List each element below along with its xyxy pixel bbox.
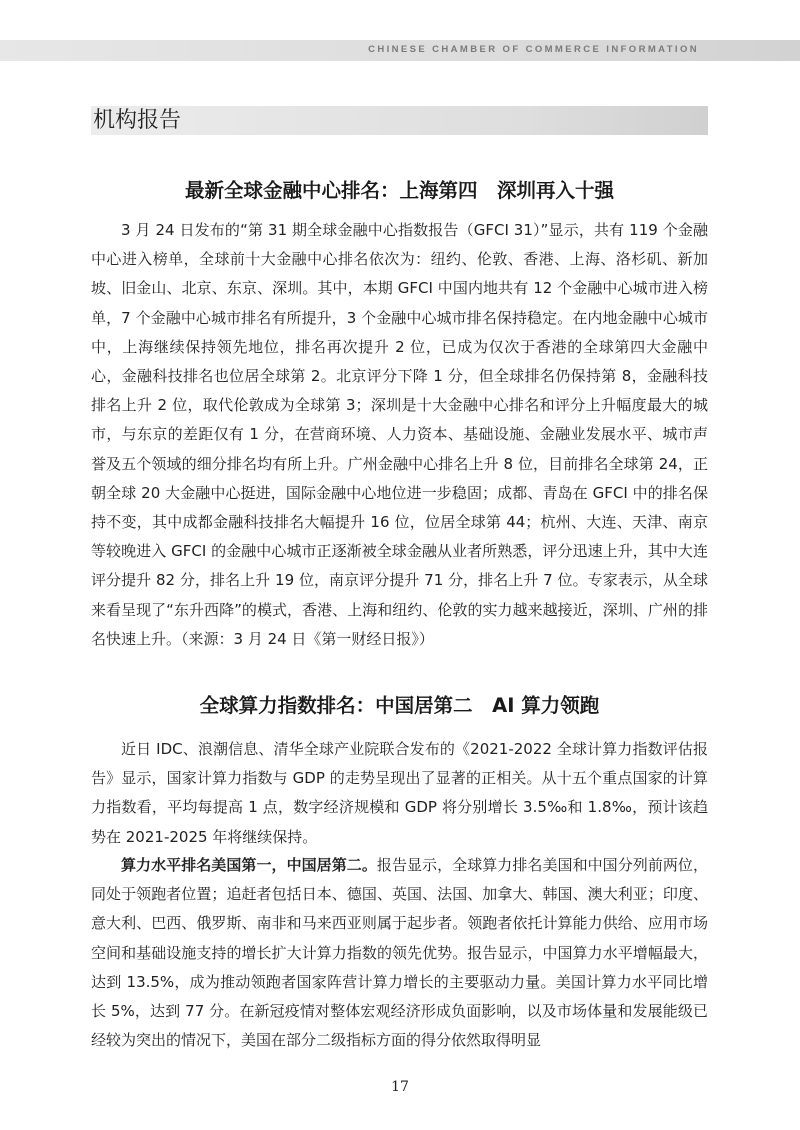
section-title: 机构报告 (93, 108, 182, 133)
running-header-title: CHINESE CHAMBER OF COMMERCE INFORMATION (368, 44, 699, 55)
paragraph-lead: 算力水平排名美国第一，中国居第二。 (121, 856, 377, 874)
page-number: 17 (391, 1079, 409, 1095)
paragraph-text: 3 月 24 日发布的“第 31 期全球金融中心指数报告（GFCI 31）”显示，共有 119 个金融中心进入榜单，全球前十大金融中心排名依次为：纽约、伦敦、香港、上海、洛杉矶、新加坡、旧金山、北京、东京、深圳。其中，本期 GFCI 中国内地共有 12 个金融中心城市进入榜单，7 个金融中心城市排名有所提升，3 个金融中心城市排名保持稳定。在内地金融中心城市中，上海继续保持领先地位，排名再次提升 2 位，已成为仅次于香港的全球第四大金融中心，金融科技排名也位居全球第 2。北京评分下降 1 分，但全球排名仍保持第 8，金融科技排名上升 2 位，取代伦敦成为全球第 3；深圳是十大金融中心排名和评分上升幅度最大的城市，与东京的差距仅有 1 分，在营商环境、人力资本、基础设施、金融业发展水平、城市声誉及五个领域的细分排名均有所上升。广州金融中心排名上升 8 位，目前排名全球第 24，正朝全球 20 大金融中心挺进，国际金融中心地位进一步稳固；成都、青岛在 GFCI 中的排名保持不变，其中成都金融科技排名大幅提升 16 位，位居全球第 44；杭州、大连、天津、南京等较晚进入 GFCI 的金融中心城市正逐渐被全球金融从业者所熟悉，评分迅速上升，其中大连评分提升 82 分，排名上升 19 位，南京评分提升 71 分，排名上升 7 位。专家表示，从全球来看呈现了“东升西降”的模式，香港、上海和纽约、伦敦的实力越来越接近，深圳、广州的排名快速上升。（来源：3 月 24 日《第一财经日报》） (91, 221, 708, 648)
article-paragraph (91, 216, 708, 654)
paragraph-text: 近日 IDC、浪潮信息、清华全球产业院联合发布的《2021-2022 全球计算力指数评估报告》显示，国家计算力指数与 GDP 的走势呈现出了显著的正相关。从十五个重点国家的计算力指数看，平均每提高 1 点，数字经济规模和 GDP 将分别增长 3.5‰和 1.8‰，预计该趋势在 2021-2025 年将继续保持。 (91, 740, 708, 846)
section-heading-band (91, 106, 708, 135)
article-title-computing-power: 全球算力指数排名：中国居第二 AI 算力领跑 (199, 694, 600, 717)
paragraph-text: 报告显示，全球算力排名美国和中国分列前两位，同处于领跑者位置；追赶者包括日本、德国、英国、法国、加拿大、韩国、澳大利亚；印度、意大利、巴西、俄罗斯、南非和马来西亚则属于起步者。领跑者依托计算能力供给、应用市场空间和基础设施支持的增长扩大计算力指数的领先优势。报告显示，中国算力水平增幅最大，达到 13.5%，成为推动领跑者国家阵营计算力增长的主要驱动力量。美国计算力水平同比增长 5%，达到 77 分。在新冠疫情对整体宏观经济形成负面影响，以及市场体量和发展能级已经较为突出的情况下，美国在部分二级指标方面的得分依然取得明显 (91, 856, 708, 1050)
article-title-finance-centers: 最新全球金融中心排名：上海第四 深圳再入十强 (184, 179, 614, 202)
article-paragraph (91, 735, 708, 852)
article-paragraph (91, 851, 708, 1055)
